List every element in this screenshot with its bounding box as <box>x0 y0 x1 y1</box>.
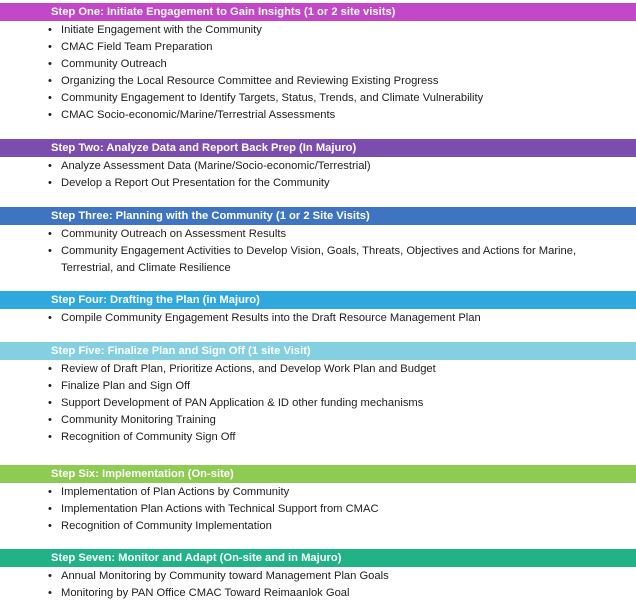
list-item: • Community Engagement Activities to Develop Vision, Goals, Threats, Objectives and Actions for Marine, Terrestrial, and Climate Resilience <box>48 243 636 277</box>
list-item: • Develop a Report Out Presentation for the Community <box>48 175 636 192</box>
step-three <box>0 207 636 277</box>
list-item: • Recognition of Community Implementation <box>48 518 636 535</box>
list-item: • CMAC Field Team Preparation <box>48 39 636 56</box>
list-item: • Initiate Engagement with the Community <box>48 22 636 39</box>
step-six <box>0 465 636 535</box>
list-item: • Review of Draft Plan, Prioritize Actions, and Develop Work Plan and Budget <box>48 361 636 378</box>
step-header: Step Two: Analyze Data and Report Back Prep (In Majuro) <box>0 139 636 157</box>
step-items <box>0 483 636 535</box>
step-two <box>0 139 636 192</box>
step-header: Step Four: Drafting the Plan (in Majuro) <box>0 291 636 309</box>
step-items <box>0 309 636 327</box>
list-item: • Recognition of Community Sign Off <box>48 429 636 446</box>
step-header: Step Three: Planning with the Community (1 or 2 Site Visits) <box>0 207 636 225</box>
list-item: • Monitoring by PAN Office CMAC Toward Reimaanlok Goal <box>48 585 636 602</box>
step-seven <box>0 549 636 602</box>
list-item: • Analyze Assessment Data (Marine/Socio-economic/Terrestrial) <box>48 158 636 175</box>
list-item: • Community Outreach on Assessment Results <box>48 226 636 243</box>
step-header: Step Five: Finalize Plan and Sign Off (1 site Visit) <box>0 342 636 360</box>
step-header: Step One: Initiate Engagement to Gain Insights (1 or 2 site visits) <box>0 3 636 21</box>
list-item: • Finalize Plan and Sign Off <box>48 378 636 395</box>
step-five <box>0 342 636 446</box>
list-item: • Support Development of PAN Application & ID other funding mechanisms <box>48 395 636 412</box>
step-items <box>0 225 636 277</box>
list-item: • Community Outreach <box>48 56 636 73</box>
list-item: • Compile Community Engagement Results into the Draft Resource Management Plan <box>48 310 636 327</box>
step-one <box>0 3 636 124</box>
step-header: Step Six: Implementation (On-site) <box>0 465 636 483</box>
step-items <box>0 21 636 124</box>
list-item: • Implementation Plan Actions with Technical Support from CMAC <box>48 501 636 518</box>
list-item: • Community Monitoring Training <box>48 412 636 429</box>
list-item: • CMAC Socio-economic/Marine/Terrestrial Assessments <box>48 107 636 124</box>
step-items <box>0 157 636 192</box>
list-item: • Organizing the Local Resource Committee and Reviewing Existing Progress <box>48 73 636 90</box>
step-four <box>0 291 636 327</box>
list-item: • Annual Monitoring by Community toward Management Plan Goals <box>48 568 636 585</box>
step-items <box>0 360 636 446</box>
step-header: Step Seven: Monitor and Adapt (On-site and in Majuro) <box>0 549 636 567</box>
list-item: • Implementation of Plan Actions by Community <box>48 484 636 501</box>
step-items <box>0 567 636 602</box>
list-item: • Community Engagement to Identify Targets, Status, Trends, and Climate Vulnerability <box>48 90 636 107</box>
